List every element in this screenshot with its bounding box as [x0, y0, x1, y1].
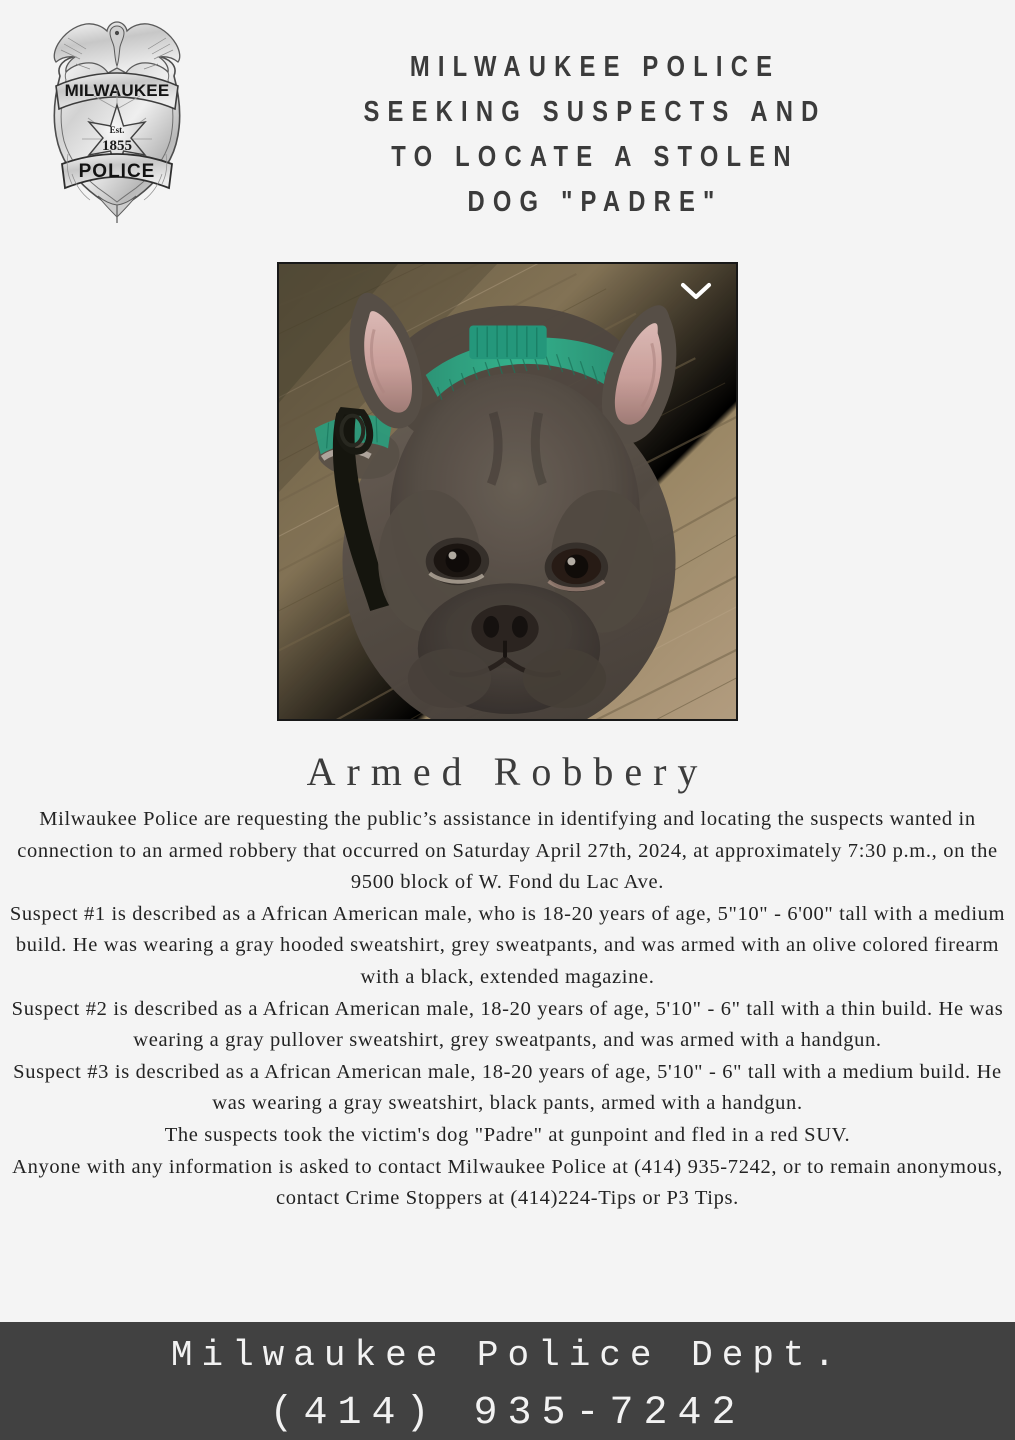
narrative-paragraph-suspect-2: Suspect #2 is described as a African American male, 18-20 years of age, 5'10" - 6" tall with a thin build. He was wearing a gray pullover sweatshirt, grey sweatpants, and was armed with a handgun.: [11, 997, 1004, 1052]
narrative-paragraph-suspect-1: Suspect #1 is described as a African American male, who is 18-20 years of age, 5"10" - 6'00" tall with a medium build. He was wearing a gray hooded sweatshirt, grey sweatpants, and was armed with an olive colored firearm with a black, extended magazine.: [9, 902, 1006, 988]
header: [0, 0, 1015, 245]
badge-dept-text: POLICE: [78, 161, 156, 182]
police-badge-icon: [42, 14, 192, 226]
footer-department-name: Milwaukee Police Dept.: [170, 1335, 845, 1376]
title-line-3: TO LOCATE A STOLEN: [391, 141, 799, 173]
title-line-1: MILWAUKEE POLICE: [409, 51, 781, 83]
footer: [0, 1322, 1015, 1440]
narrative-paragraph-incident: Milwaukee Police are requesting the public’s assistance in identifying and locating the suspects wanted in connection to an armed robbery that occurred on Saturday April 27th, 2024, at approximately 7:30 p.m., on the 9500 block of W. Fond du Lac Ave.: [17, 808, 998, 894]
title-line-2: SEEKING SUSPECTS AND: [363, 96, 827, 128]
narrative-paragraph-suspect-3: Suspect #3 is described as a African American male, 18-20 years of age, 5'10" - 6" tall with a medium build. He was wearing a gray sweatshirt, black pants, armed with a handgun.: [13, 1060, 1002, 1115]
crime-type-title: Armed Robbery: [306, 749, 709, 794]
badge-city-text: MILWAUKEE: [64, 81, 170, 100]
narrative-paragraph-contact: Anyone with any information is asked to contact Milwaukee Police at (414) 935-7242, or to remain anonymous, contact Crime Stoppers at (414)224-Tips or P3 Tips.: [12, 1155, 1003, 1210]
badge-est-text: Est.: [109, 125, 125, 135]
title-line-4: DOG "PADRE": [467, 186, 723, 218]
narrative-paragraph-dog-taken: The suspects took the victim's dog "Padre" at gunpoint and fled in a red SUV.: [164, 1123, 851, 1146]
page-title: [271, 45, 919, 225]
narrative-body: [6, 804, 1009, 1215]
dog-photo[interactable]: [277, 262, 738, 721]
chevron-down-icon[interactable]: [678, 278, 714, 304]
footer-phone-number[interactable]: (414) 935-7242: [269, 1391, 746, 1436]
badge-year-text: 1855: [102, 138, 132, 154]
